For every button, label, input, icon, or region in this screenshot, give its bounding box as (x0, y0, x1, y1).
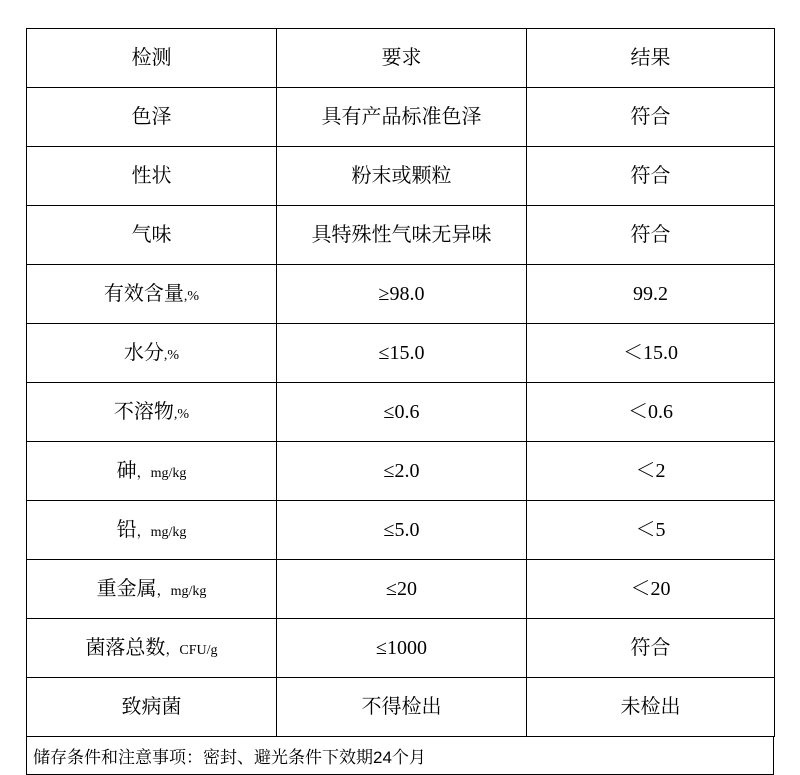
cell-requirement: 不得检出 (277, 678, 527, 737)
cell-item (27, 442, 277, 501)
item-name: 重金属 (96, 578, 157, 600)
table-row (27, 206, 775, 265)
item-name: 菌落总数 (85, 637, 166, 659)
item-name: 铅 (116, 519, 137, 541)
cell-item (27, 619, 277, 678)
table-row (27, 383, 775, 442)
cell-item (27, 678, 277, 737)
item-name: 性状 (131, 165, 172, 187)
table-row (27, 88, 775, 147)
column-header-result: 结果 (527, 29, 775, 88)
cell-item (27, 383, 277, 442)
cell-result: 符合 (527, 147, 775, 206)
table-row (27, 324, 775, 383)
item-unit: ，mg/kg (156, 584, 207, 599)
table-row (27, 678, 775, 737)
cell-item (27, 560, 277, 619)
cell-result: 99.2 (527, 265, 775, 324)
cell-item (27, 501, 277, 560)
item-name: 气味 (131, 224, 172, 246)
item-unit: ，mg/kg (136, 525, 187, 540)
table-row (27, 560, 775, 619)
item-name: 砷 (116, 460, 137, 482)
table-row (27, 501, 775, 560)
item-unit: ，mg/kg (136, 466, 187, 481)
specification-table (26, 28, 775, 737)
cell-requirement: 粉末或颗粒 (277, 147, 527, 206)
cell-result: ＜15.0 (527, 324, 775, 383)
cell-requirement: ≤5.0 (277, 501, 527, 560)
cell-result: 符合 (527, 619, 775, 678)
cell-requirement: ≥98.0 (277, 265, 527, 324)
item-name: 致病菌 (121, 696, 182, 718)
cell-result: ＜2 (527, 442, 775, 501)
cell-requirement: 具有产品标准色泽 (277, 88, 527, 147)
cell-result: ＜5 (527, 501, 775, 560)
cell-item (27, 206, 277, 265)
cell-requirement: 具特殊性气味无异味 (277, 206, 527, 265)
cell-requirement: ≤1000 (277, 619, 527, 678)
cell-requirement: ≤15.0 (277, 324, 527, 383)
cell-requirement: ≤0.6 (277, 383, 527, 442)
cell-item (27, 324, 277, 383)
item-name: 不溶物 (113, 401, 174, 423)
cell-result: 符合 (527, 88, 775, 147)
column-header-item: 检测 (27, 29, 277, 88)
cell-result: 符合 (527, 206, 775, 265)
cell-item (27, 265, 277, 324)
table-row (27, 619, 775, 678)
table-row (27, 147, 775, 206)
item-unit: ,% (163, 348, 180, 363)
item-unit: ,% (173, 407, 190, 422)
cell-result: 未检出 (527, 678, 775, 737)
item-unit: ,% (183, 289, 200, 304)
cell-requirement: ≤20 (277, 560, 527, 619)
cell-result: ＜0.6 (527, 383, 775, 442)
item-name: 水分 (123, 342, 164, 364)
item-name: 有效含量 (103, 283, 184, 305)
cell-result: ＜20 (527, 560, 775, 619)
table-header-row (27, 29, 775, 88)
item-unit: ，CFU/g (165, 643, 218, 658)
item-name: 色泽 (131, 106, 172, 128)
storage-footnote: 储存条件和注意事项：密封、避光条件下效期24个月 (26, 737, 774, 775)
cell-item (27, 147, 277, 206)
cell-requirement: ≤2.0 (277, 442, 527, 501)
column-header-requirement: 要求 (277, 29, 527, 88)
table-row (27, 442, 775, 501)
table-row (27, 265, 775, 324)
cell-item (27, 88, 277, 147)
